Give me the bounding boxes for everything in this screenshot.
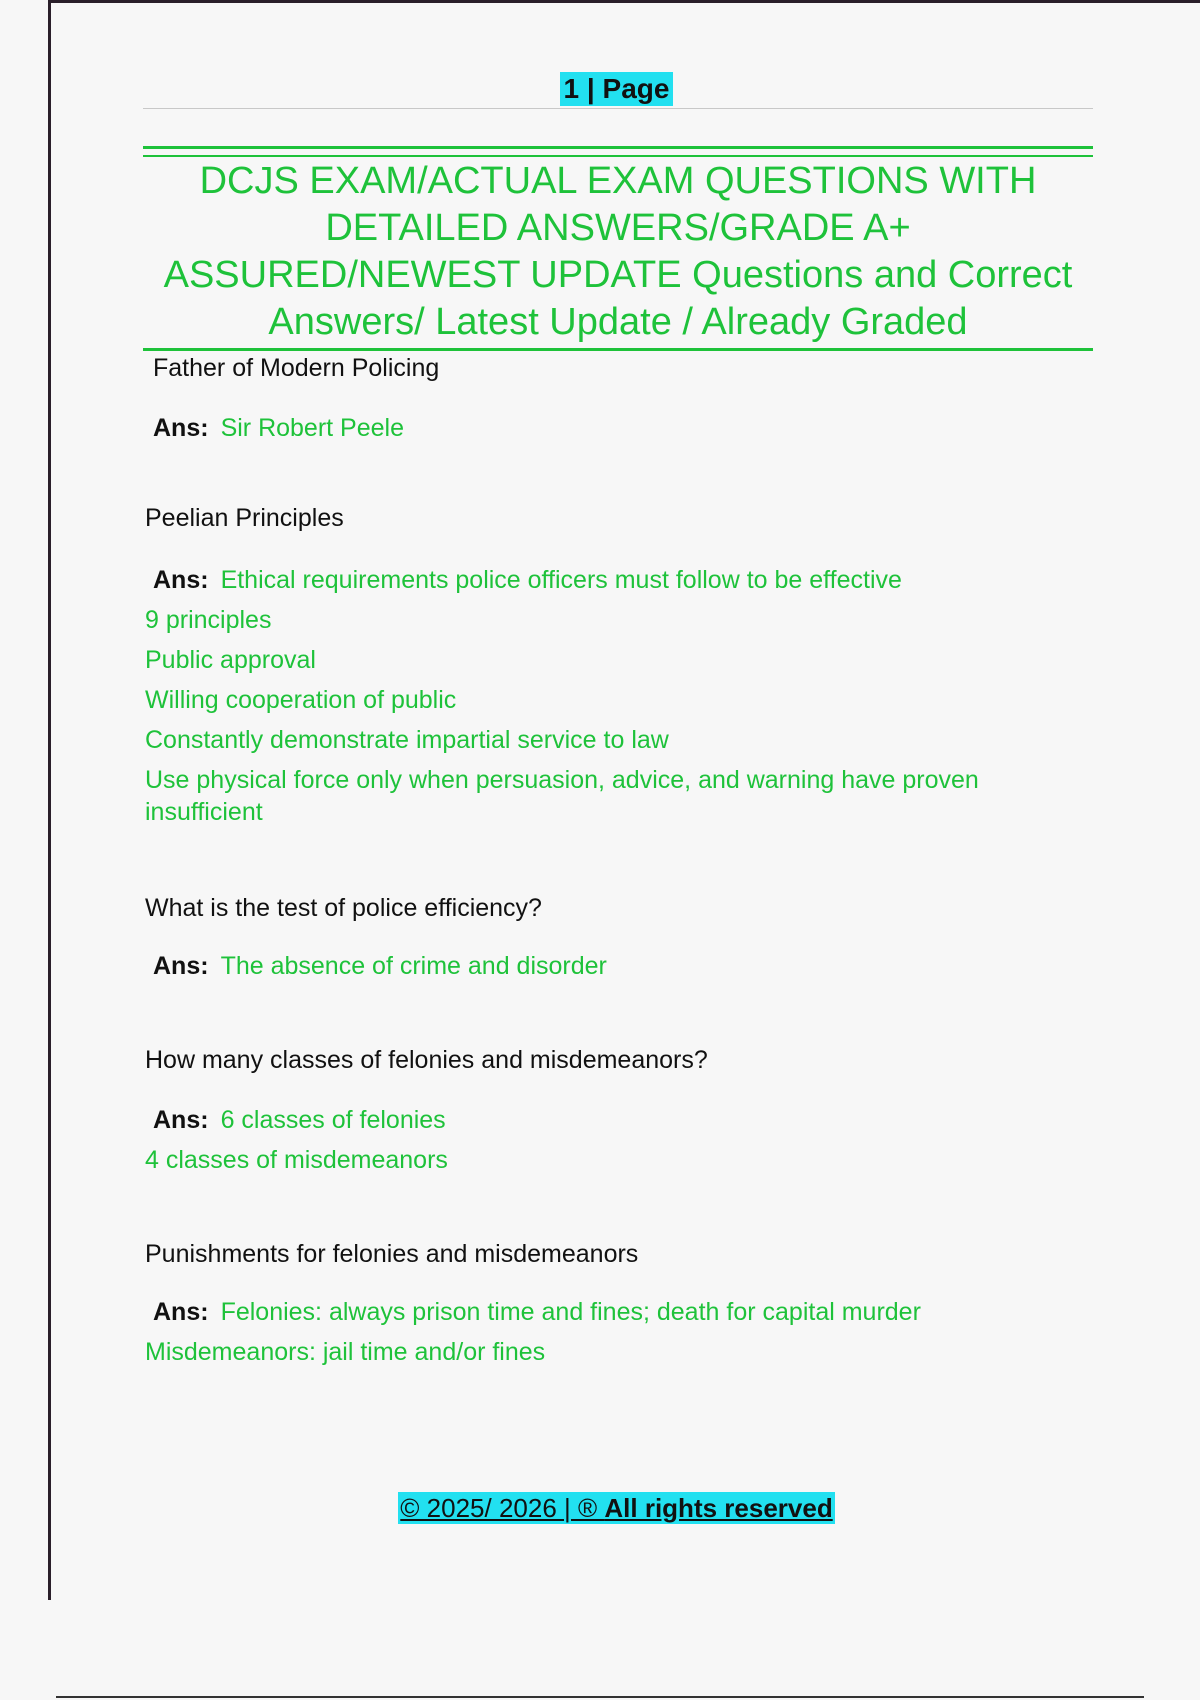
rights-reserved: All rights reserved <box>604 1493 833 1523</box>
qa-item <box>145 1042 1095 1078</box>
answer-continuation: Willing cooperation of public <box>145 686 457 714</box>
question-text: What is the test of police efficiency? <box>145 894 542 922</box>
answer-continuation: 9 principles <box>145 606 272 634</box>
question-text: Father of Modern Policing <box>153 354 440 382</box>
qa-item <box>145 1236 1095 1272</box>
header-divider <box>143 108 1093 109</box>
question-text: Peelian Principles <box>145 504 344 532</box>
answer-text: Ethical requirements police officers must follow to be effective <box>220 566 902 594</box>
copyright-years: © 2025/ 2026 | ® <box>400 1493 605 1523</box>
ans-label: Ans: <box>153 1106 209 1134</box>
qa-item <box>145 500 1095 536</box>
qa-item <box>153 350 1103 386</box>
title-rule-top <box>143 146 1093 149</box>
page-footer <box>0 1492 1200 1524</box>
answer-continuation: Public approval <box>145 646 316 674</box>
ans-label: Ans: <box>153 1298 209 1326</box>
bottom-divider <box>56 1696 1144 1698</box>
answer-text: Felonies: always prison time and fines; death for capital murder <box>220 1298 921 1326</box>
answer-block <box>145 408 1095 448</box>
answer-continuation: 4 classes of misdemeanors <box>145 1146 448 1174</box>
qa-item <box>145 890 1095 926</box>
answer-text: Sir Robert Peele <box>220 414 404 442</box>
question-text: Punishments for felonies and misdemeanors <box>145 1240 639 1268</box>
ans-label: Ans: <box>153 566 209 594</box>
answer-block <box>145 1100 1095 1180</box>
title-rule-top-secondary <box>143 155 1093 157</box>
page-number: 1 | Page <box>560 72 674 106</box>
question-text: How many classes of felonies and misdemeanors? <box>145 1046 708 1074</box>
answer-continuation: Misdemeanors: jail time and/or fines <box>145 1338 546 1366</box>
answer-text: The absence of crime and disorder <box>220 952 607 980</box>
ans-label: Ans: <box>153 952 209 980</box>
answer-continuation: Constantly demonstrate impartial service to law <box>145 726 669 754</box>
page-header <box>0 72 1200 106</box>
answer-block <box>145 946 1095 986</box>
copyright-notice <box>398 1492 834 1524</box>
ans-label: Ans: <box>153 414 209 442</box>
answer-continuation: Use physical force only when persuasion, advice, and warning have proven insufficient <box>145 766 979 826</box>
answer-text: 6 classes of felonies <box>220 1106 446 1134</box>
answer-block <box>145 560 1095 828</box>
document-title: DCJS EXAM/ACTUAL EXAM QUESTIONS WITH DETAILED ANSWERS/GRADE A+ ASSURED/NEWEST UPDATE Questions and Correct Answers/ Latest Update / Already Graded <box>163 160 1073 343</box>
answer-block <box>145 1292 1095 1372</box>
